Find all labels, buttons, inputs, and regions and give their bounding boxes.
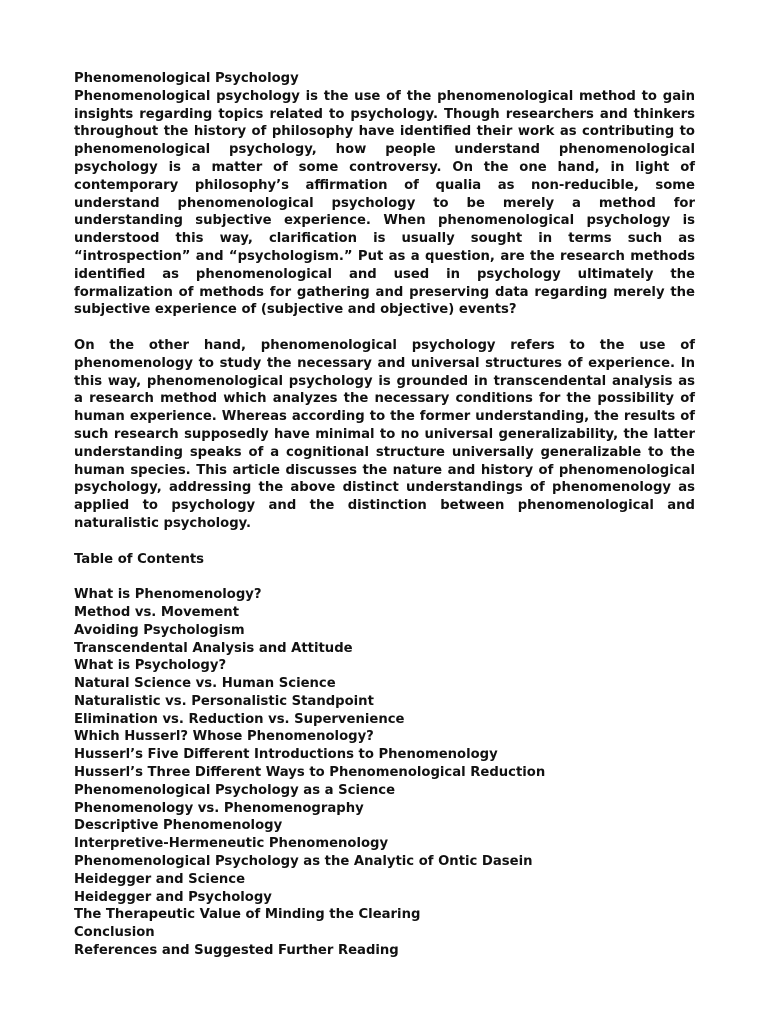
toc-item: Husserl’s Five Different Introductions to Phenomenology <box>74 747 498 763</box>
toc-item: Naturalistic vs. Personalistic Standpoint <box>74 693 374 709</box>
toc-item: Descriptive Phenomenology <box>74 818 283 834</box>
toc-item: Phenomenological Psychology as a Science <box>74 782 396 798</box>
table-of-contents <box>74 586 695 960</box>
toc-item: Heidegger and Science <box>74 871 246 887</box>
toc-item: Avoiding Psychologism <box>74 622 245 638</box>
toc-item: What is Phenomenology? <box>74 587 262 603</box>
toc-item: Phenomenological Psychology as the Analytic of Ontic Dasein <box>74 854 533 870</box>
document-title: Phenomenological Psychology <box>74 71 299 86</box>
toc-item: Heidegger and Psychology <box>74 889 272 905</box>
toc-item: Natural Science vs. Human Science <box>74 676 336 692</box>
toc-item: What is Psychology? <box>74 658 227 674</box>
toc-item: Phenomenology vs. Phenomenography <box>74 800 364 816</box>
toc-item: Transcendental Analysis and Attitude <box>74 640 353 656</box>
toc-item: Method vs. Movement <box>74 604 239 620</box>
toc-heading: Table of Contents <box>74 551 204 567</box>
toc-item: Interpretive-Hermeneutic Phenomenology <box>74 836 389 852</box>
paragraph-second: On the other hand, phenomenological psychology refers to the use of phenomenology to study the necessary and universal structures of experience. In this way, phenomenological psychology is grounded in transcendental analysis as a research method which analyzes the necessary conditions for the possibility of human experience. Whereas according to the former understanding, the results of such research supposedly have minimal to no universal generalizability, the latter understanding speaks of a cognitional structure universally generalizable to the human species. This article discusses the nature and history of phenomenological psychology, addressing the above distinct understandings of phenomenology as applied to psychology and the distinction between phenomenological and naturalistic psychology. <box>74 337 695 531</box>
toc-item: Conclusion <box>74 925 155 941</box>
toc-item: Which Husserl? Whose Phenomenology? <box>74 729 374 745</box>
toc-item: Husserl’s Three Different Ways to Phenomenological Reduction <box>74 765 546 781</box>
toc-item: Elimination vs. Reduction vs. Supervenience <box>74 711 405 727</box>
toc-item: References and Suggested Further Reading <box>74 943 399 959</box>
paragraph-intro: Phenomenological psychology is the use of the phenomenological method to gain insights regarding topics related to psychology. Though researchers and thinkers throughout the history of philosophy have identified their work as contributing to phenomenological psychology, how people understand phenomenological psychology is a matter of some controversy. On the one hand, in light of contemporary philosophy’s affirmation of qualia as non-reducible, some understand phenomenological psychology to be merely a method for understanding subjective experience. When phenomenological psychology is understood this way, clarification is usually sought in terms such as “introspection” and “psychologism.” Put as a question, are the research methods identified as phenomenological and used in psychology ultimately the formalization of methods for gathering and preserving data regarding merely the subjective experience of (subjective and objective) events? <box>74 88 695 318</box>
toc-item: The Therapeutic Value of Minding the Clearing <box>74 907 421 923</box>
